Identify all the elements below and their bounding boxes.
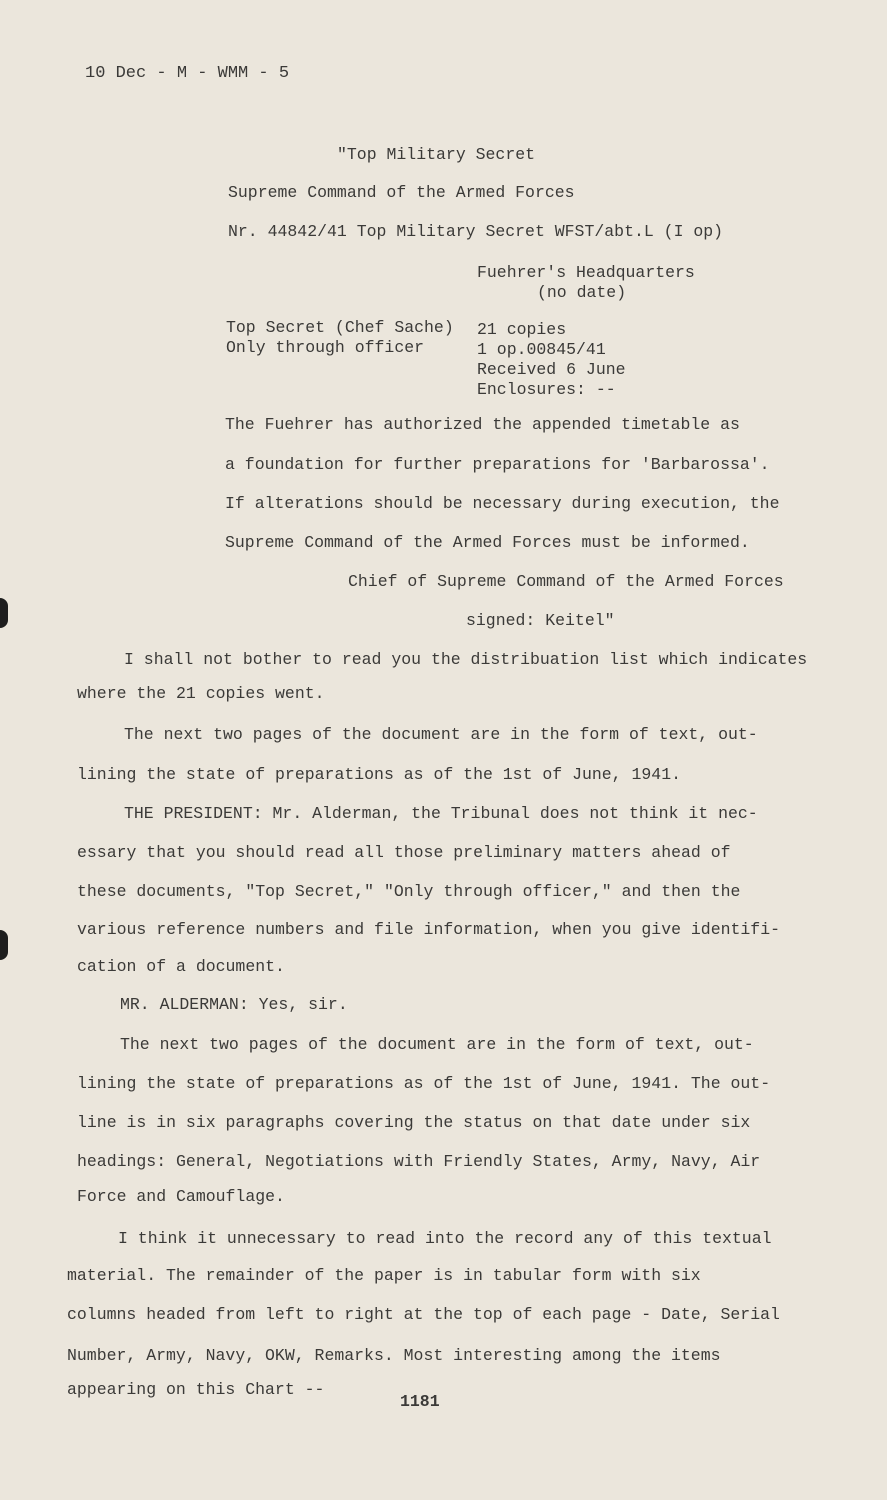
transcript-line: I shall not bother to read you the distribuation list which indicates xyxy=(124,650,808,669)
quoted-body-line: The Fuehrer has authorized the appended timetable as xyxy=(225,415,740,434)
copy-meta-line: 21 copies xyxy=(477,320,567,339)
transcript-line: I think it unnecessary to read into the record any of this textual xyxy=(118,1229,772,1248)
quoted-body-line: a foundation for further preparations for 'Barbarossa'. xyxy=(225,455,770,474)
transcript-line: headings: General, Negotiations with Friendly States, Army, Navy, Air xyxy=(77,1152,761,1171)
transcript-line: lining the state of preparations as of the 1st of June, 1941. xyxy=(77,765,681,784)
copy-meta-line: 1 op.00845/41 xyxy=(477,340,606,359)
quoted-body-line: If alterations should be necessary during execution, the xyxy=(225,494,780,513)
transcript-line: THE PRESIDENT: Mr. Alderman, the Tribunal does not think it nec- xyxy=(124,804,758,823)
transcript-line: where the 21 copies went. xyxy=(77,684,325,703)
transcript-line: various reference numbers and file information, when you give identifi- xyxy=(77,920,781,939)
quoted-body-line: Supreme Command of the Armed Forces must be informed. xyxy=(225,533,750,552)
transcript-line: cation of a document. xyxy=(77,957,285,976)
signature: signed: Keitel" xyxy=(466,611,615,630)
page-number: 1181 xyxy=(400,1392,440,1411)
copy-meta-line: Received 6 June xyxy=(477,360,626,379)
transcript-line: The next two pages of the document are in the form of text, out- xyxy=(124,725,758,744)
header-reference: 10 Dec - M - WMM - 5 xyxy=(85,64,290,83)
transcript-line: line is in six paragraphs covering the status on that date under six xyxy=(77,1113,751,1132)
quoted-issuer: Supreme Command of the Armed Forces xyxy=(228,183,575,202)
quoted-hq: Fuehrer's Headquarters xyxy=(477,263,695,282)
transcript-line: Force and Camouflage. xyxy=(77,1187,285,1206)
quoted-ref-number: Nr. 44842/41 Top Military Secret WFST/abt.L (I op) xyxy=(228,222,724,241)
transcript-line: lining the state of preparations as of the 1st of June, 1941. The out- xyxy=(77,1074,771,1093)
quoted-title: "Top Military Secret xyxy=(337,145,536,164)
transcript-line: material. The remainder of the paper is in tabular form with six xyxy=(67,1266,701,1285)
transcript-line: Number, Army, Navy, OKW, Remarks. Most interesting among the items xyxy=(67,1346,721,1365)
transcript-line: columns headed from left to right at the top of each page - Date, Serial xyxy=(67,1305,780,1324)
transcript-line: essary that you should read all those preliminary matters ahead of xyxy=(77,843,731,862)
transcript-line: The next two pages of the document are in the form of text, out- xyxy=(120,1035,754,1054)
classification-line: Top Secret (Chef Sache) xyxy=(226,318,454,337)
transcript-line: MR. ALDERMAN: Yes, sir. xyxy=(120,995,348,1014)
signature-title: Chief of Supreme Command of the Armed Forces xyxy=(348,572,784,591)
quoted-hq-date: (no date) xyxy=(537,283,627,302)
classification-line: Only through officer xyxy=(226,338,425,357)
transcript-line: appearing on this Chart -- xyxy=(67,1380,325,1399)
binder-hole xyxy=(0,930,8,960)
binder-hole xyxy=(0,598,8,628)
transcript-line: these documents, "Top Secret," "Only through officer," and then the xyxy=(77,882,741,901)
copy-meta-line: Enclosures: -- xyxy=(477,380,616,399)
